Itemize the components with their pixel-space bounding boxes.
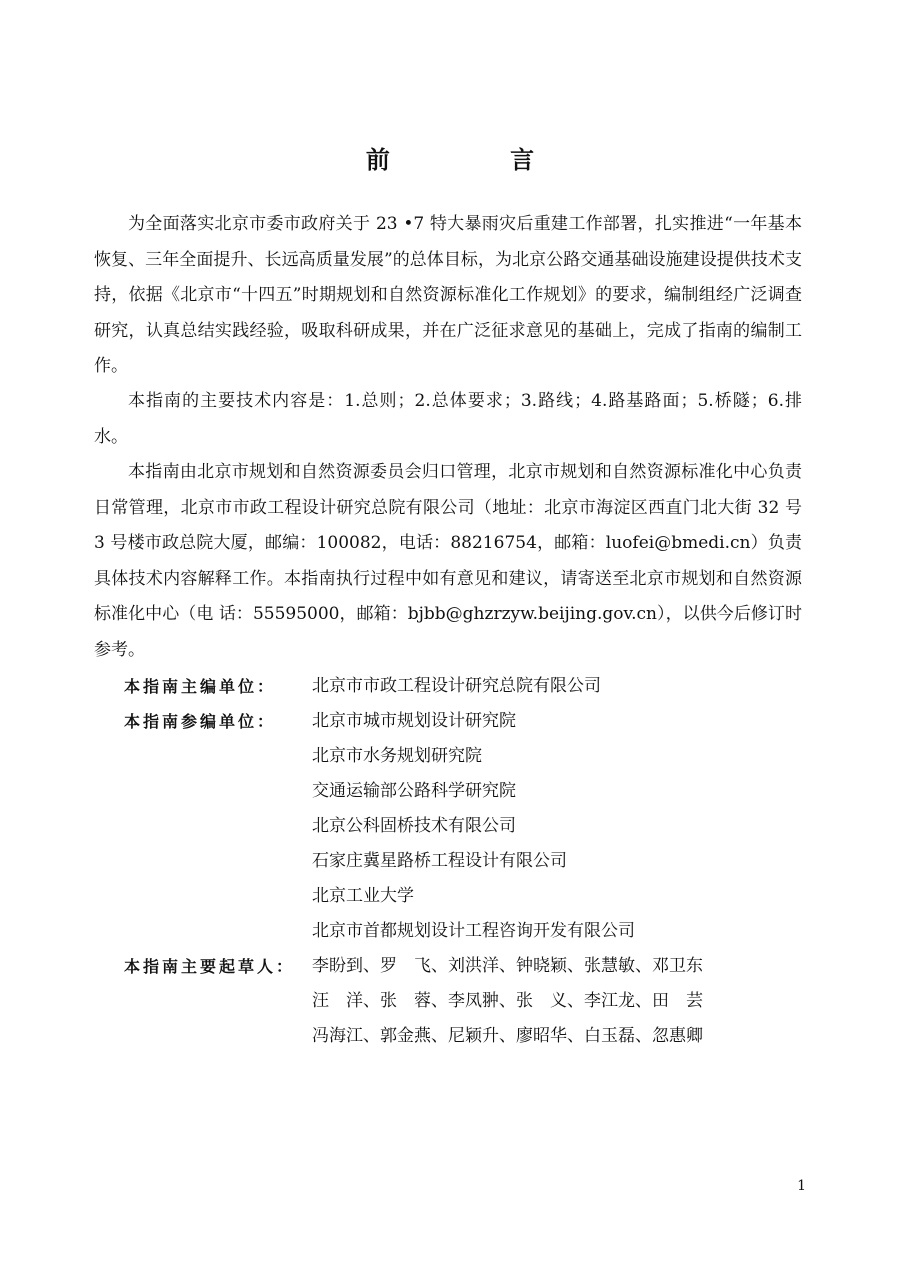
page-title: 前 言 — [365, 146, 591, 174]
page-number: 1 — [797, 1178, 806, 1194]
drafters-line: 李盼到、罗 飞、刘洪洋、钟晓颖、张慧敏、邓卫东 — [312, 956, 703, 976]
preface-paragraph-1 — [94, 207, 802, 385]
participating-units-list — [312, 704, 802, 949]
credits-section — [94, 669, 802, 1054]
participating-units-row — [94, 704, 802, 949]
drafters-row — [94, 949, 802, 1054]
chief-unit-values — [312, 669, 802, 704]
preface-paragraph-2 — [94, 384, 802, 455]
participating-unit: 交通运输部公路科学研究院 — [312, 781, 516, 801]
participating-unit: 北京工业大学 — [312, 886, 414, 906]
drafters-label: 本指南主要起草人： — [124, 957, 296, 976]
drafters-line: 冯海江、郭金燕、尼颖升、廖昭华、白玉磊、忽惠卿 — [312, 1026, 703, 1046]
drafters-line: 汪 洋、张 蓉、李凤翀、张 义、李江龙、田 芸 — [312, 991, 703, 1011]
participating-units-label: 本指南参编单位： — [124, 712, 277, 731]
drafters-list — [312, 949, 802, 1054]
paragraph-text: 本指南由北京市规划和自然资源委员会归口管理，北京市规划和自然资源标准化中心负责日常管理，北京市市政工程设计研究总院有限公司（地址：北京市海淀区西直门北大街 32 号 3 号楼市政总院大厦，邮编：100082，电话：88216754，邮箱：luofei@bmedi.cn）负责具体技术内容解释工作。本指南执行过程中如有意见和建议，请寄送至北京市规划和自然资源标准化中心（电 话：55595000，邮箱：bjbb@ghzrzyw.beijing.gov.cn），以供今后修订时参考。 — [94, 462, 802, 660]
chief-unit-name: 北京市市政工程设计研究总院有限公司 — [312, 676, 601, 696]
participating-unit: 石家庄冀星路桥工程设计有限公司 — [312, 851, 567, 871]
participating-unit: 北京市首都规划设计工程咨询开发有限公司 — [312, 921, 635, 941]
chief-unit-label: 本指南主编单位： — [124, 677, 277, 696]
paragraph-text: 本指南的主要技术内容是：1.总则；2.总体要求；3.路线；4.路基路面；5.桥隧；6.排水。 — [94, 391, 802, 447]
participating-unit: 北京市城市规划设计研究院 — [312, 711, 516, 731]
preface-paragraph-3 — [94, 455, 802, 668]
chief-unit-row — [94, 669, 802, 704]
participating-unit: 北京市水务规划研究院 — [312, 746, 482, 766]
participating-unit: 北京公科固桥技术有限公司 — [312, 816, 516, 836]
paragraph-text: 为全面落实北京市委市政府关于 23 •7 特大暴雨灾后重建工作部署，扎实推进“一年基本恢复、三年全面提升、长远高质量发展”的总体目标，为北京公路交通基础设施建设提供技术支持，依据《北京市“十四五”时期规划和自然资源标准化工作规划》的要求，编制组经广泛调查研究，认真总结实践经验，吸取科研成果，并在广泛征求意见的基础上，完成了指南的编制工作。 — [94, 214, 802, 376]
